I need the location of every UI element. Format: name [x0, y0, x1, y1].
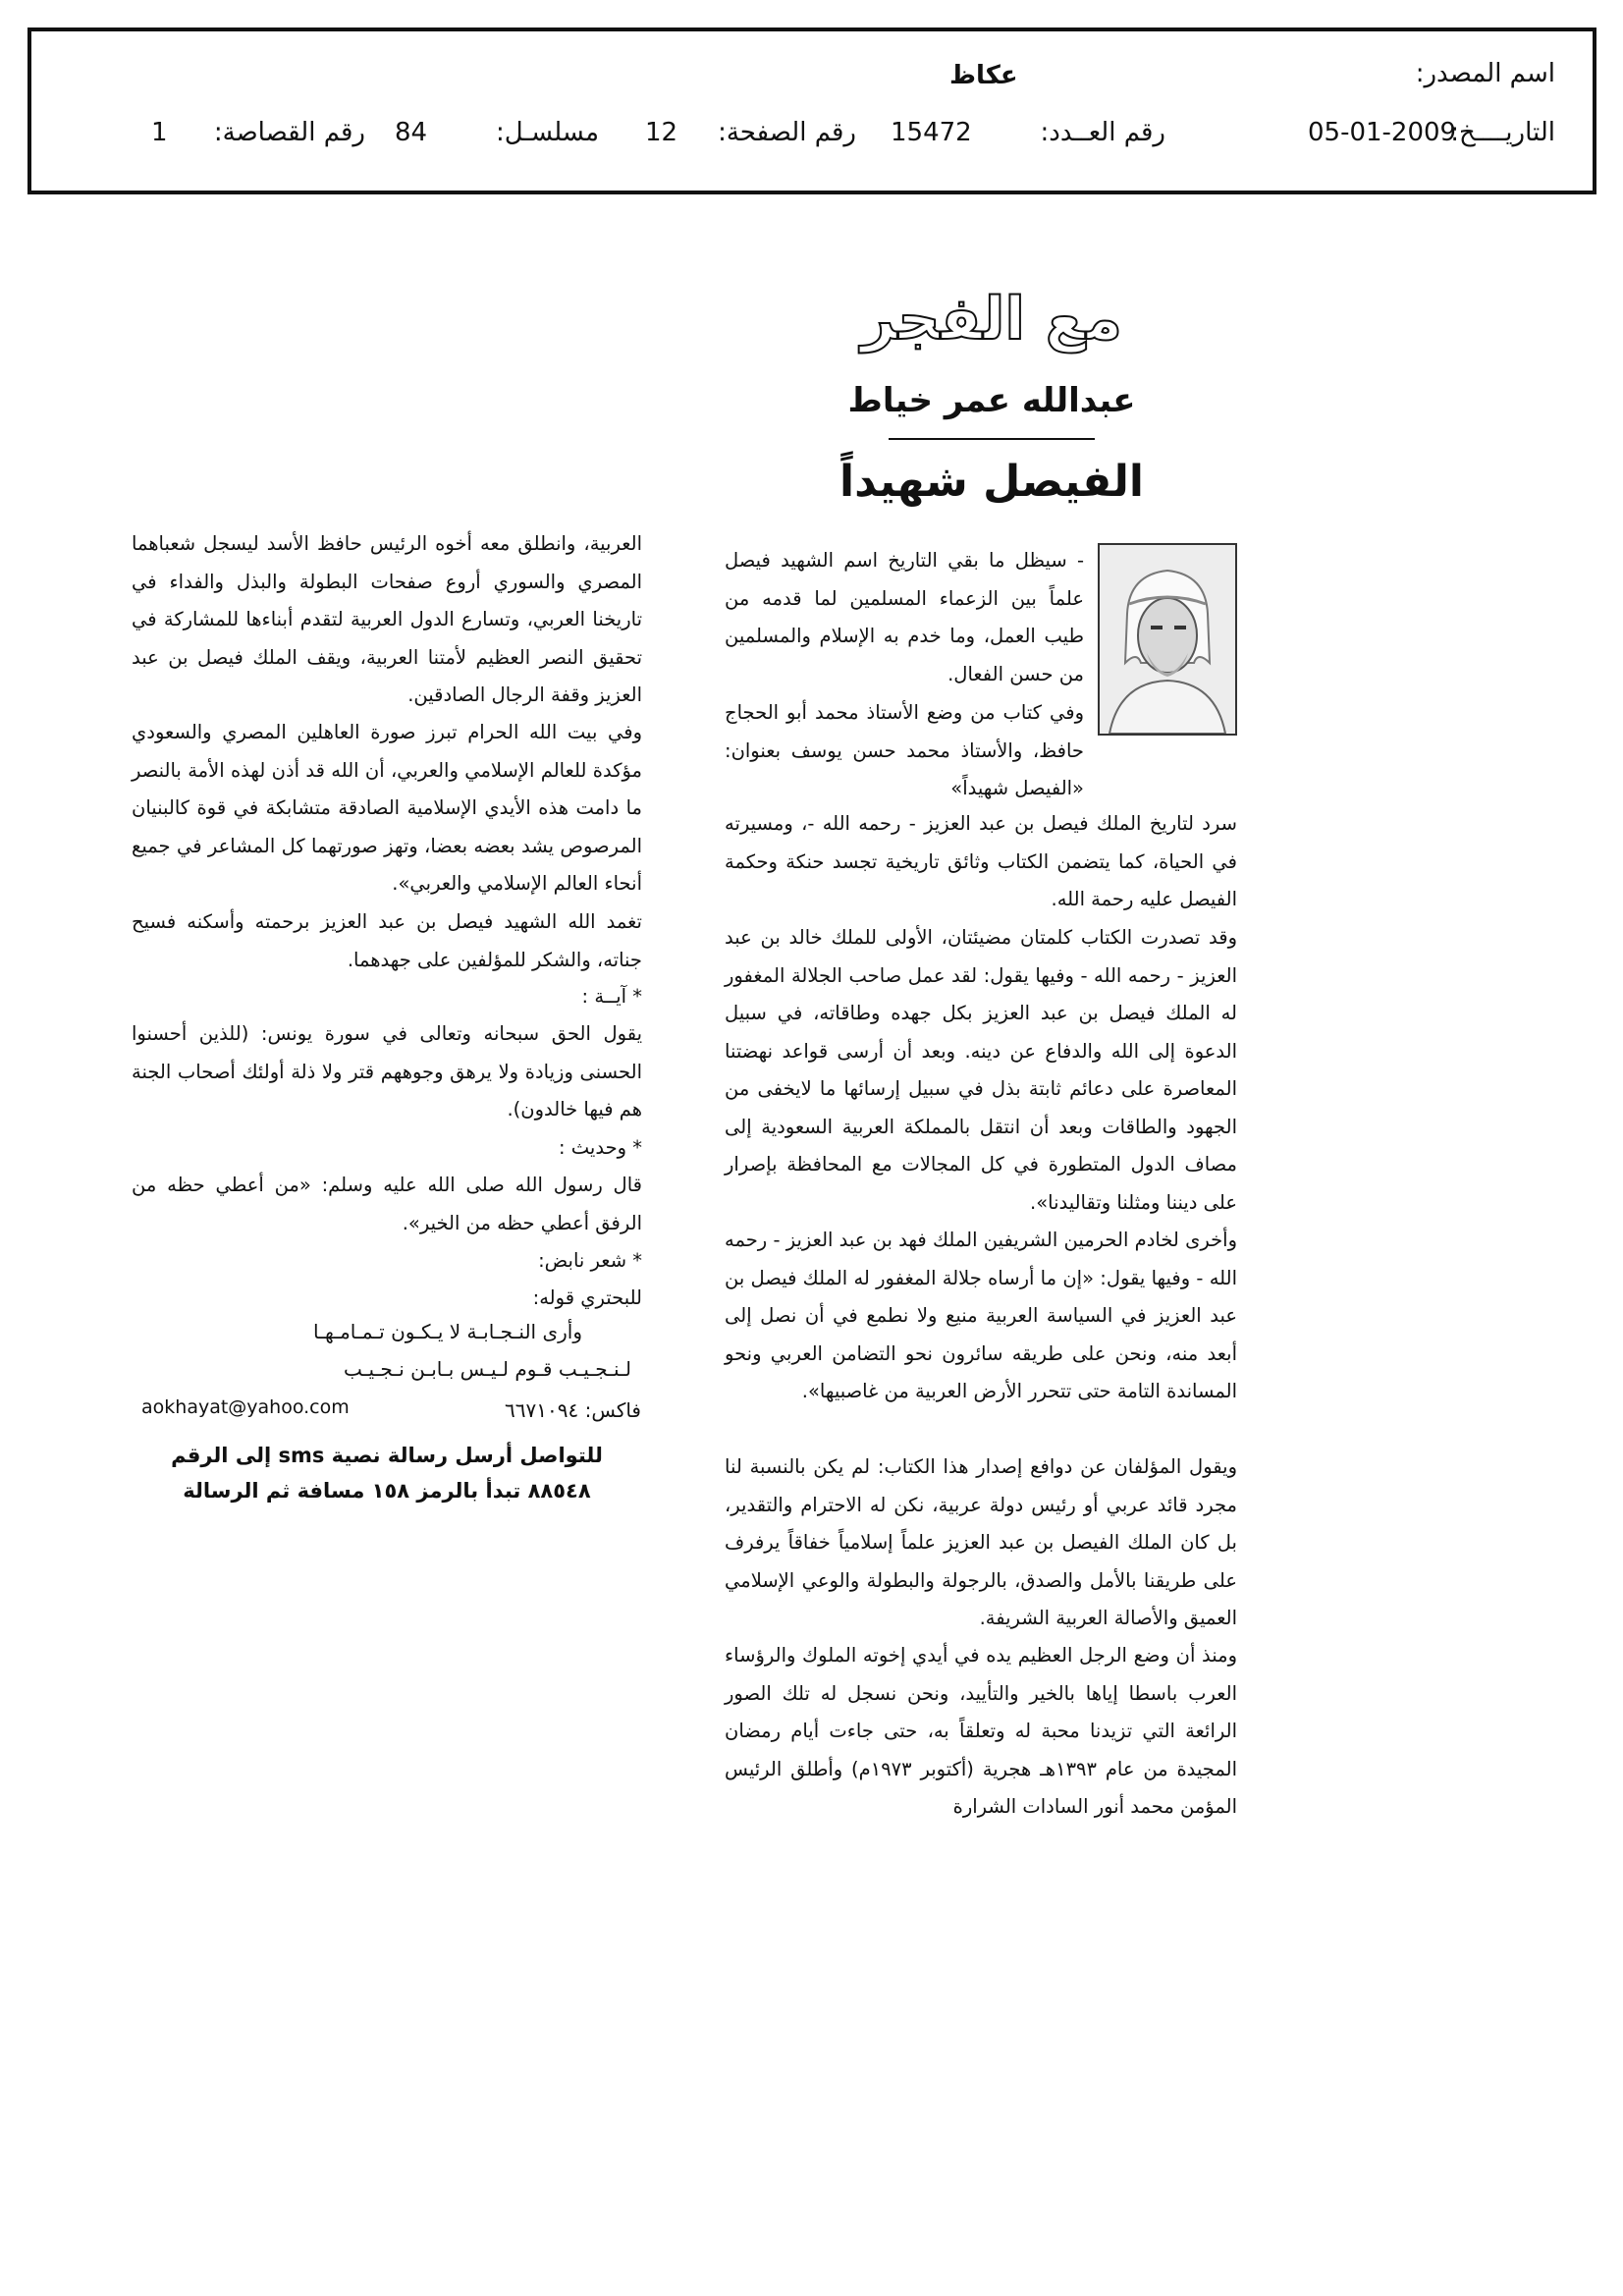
clipping-value: 1 — [151, 118, 168, 147]
sms-line-2: ٨٨٥٤٨ تبدأ بالرمز ١٥٨ مسافة ثم الرسالة — [183, 1479, 591, 1503]
body-paragraph-4: ويقول المؤلفان عن دوافع إصدار هذا الكتاب: لم يكن بالنسبة لنا مجرد قائد عربي أو رئيس دولة عربية، نكن له الاحترام والتقدير، بل كان الملك الفيصل بن عبد العزيز علماً إسلامياً خفاقاً يرفرف على طريقنا بالأمل والصدق، بالرجولة والبطولة والوعي الإسلامي العميق والأصالة العربية الشريفة. — [725, 1455, 1237, 1629]
source-value: عكاظ — [949, 61, 1018, 90]
body-paragraph-6: العربية، وانطلق معه أخوه الرئيس حافظ الأسد ليسجل شعباهما المصري والسوري أروع صفحات البطولة والبذل والفداء في تاريخنا العربي، وتسارع الدول العربية لتقدم أبناءها للمشاركة في تحقيق النصر العظيم لأمتنا العربية، ويقف الملك فيصل بن عبد العزيز وقفة الرجال الصادقين. — [132, 532, 642, 706]
poetry-intro: للبحتري قوله: — [532, 1286, 642, 1309]
poem-line-2: لـنـجـيـب قـوم لـيـس بـابـن نـجـيـب — [344, 1357, 631, 1381]
title-divider — [889, 438, 1095, 440]
intro-paragraph-2: وفي كتاب من وضع الأستاذ محمد أبو الحجاج حافظ، والأستاذ محمد حسن يوسف بعنوان: «الفيصل شهيداً» — [725, 701, 1084, 799]
serial-value: 84 — [395, 118, 428, 147]
fax-number: فاكس: ٦٦٧١٠٩٤ — [505, 1398, 641, 1422]
aya-text: يقول الحق سبحانه وتعالى في سورة يونس: (للذين أحسنوا الحسنى وزيادة ولا يرهق وجوههم قتر ولا ذلة أولئك أصحاب الجنة هم فيها خالدون). — [132, 1022, 642, 1121]
issue-value: 15472 — [891, 118, 972, 147]
poetry-heading: * شعر نابض: — [538, 1249, 642, 1272]
poem-line-1: وأرى النـجـابـة لا يـكـون تـمـامـهـا — [313, 1320, 582, 1343]
body-paragraph-8: تغمد الله الشهيد فيصل بن عبد العزيز برحمته وأسكنه فسيح جناته، والشكر للمؤلفين على جهدهما. — [132, 910, 642, 971]
serial-label: مسلسـل: — [496, 118, 599, 147]
page-label: رقم الصفحة: — [718, 118, 856, 147]
author-name: عبدالله عمر خياط — [847, 381, 1136, 420]
author-photo — [1098, 543, 1237, 736]
body-paragraph-7: وفي بيت الله الحرام تبرز صورة العاهلين المصري والسعودي مؤكدة للعالم الإسلامي والعربي، أن الله قد أذن لهذه الأمة بالنصر ما دامت هذه الأيدي الإسلامية الصادقة متشابكة في قوة كالبنيان المرصوص يشد بعضه بعضا، وتهز صورتهما كل المشاعر في جميع أنحاء العالم الإسلامي والعربي». — [132, 721, 642, 895]
clipping-header — [27, 27, 1596, 194]
body-paragraph-5: ومنذ أن وضع الرجل العظيم يده في أيدي إخوته الملوك والرؤساء العرب باسطا إياها بالخير والتأييد، ونحن نسجل له تلك الصور الرائعة التي تزيدنا محبة له وتعلقاً به، حتى جاءت أيام رمضان المجيدة من عام ١٣٩٣هـ هجرية (أكتوبر ١٩٧٣م) وأطلق الرئيس المؤمن محمد أنور السادات الشرارة — [725, 1644, 1237, 1818]
column-title: مع الفجر — [861, 285, 1122, 354]
hadith-heading: * وحديث : — [559, 1136, 642, 1159]
page-value: 12 — [645, 118, 678, 147]
date-label: التاريــــخ: — [1450, 118, 1555, 147]
author-portrait-icon — [1100, 545, 1235, 734]
body-paragraph-2: وقد تصدرت الكتاب كلمتان مضيئتان، الأولى للملك خالد بن عبد العزيز - رحمه الله - وفيها يقول: لقد عمل صاحب الجلالة المغفور له الملك فيصل بن عبد العزيز بكل جهده وطاقاته، في سبيل الدعوة إلى الله والدفاع عن دينه. وبعد أن أرسى قواعد نهضتنا المعاصرة على دعائم ثابتة بذل في سبيل إرسائها ما لايخفى من الجهود والطاقات وبعد أن انتقل بالمملكة العربية السعودية إلى مصاف الدول المتطورة في كل المجالات مع المحافظة بإصرار على ديننا ومثلنا وتقاليدنا». — [725, 926, 1237, 1214]
issue-label: رقم العــدد: — [1040, 118, 1165, 147]
article-title: الفيصل شهيداً — [839, 457, 1144, 507]
hadith-text: قال رسول الله صلى الله عليه وسلم: «من أعطي حظه من الرفق أعطي حظه من الخير». — [132, 1174, 642, 1234]
aya-heading: * آيــة : — [581, 985, 642, 1008]
clipping-label: رقم القصاصة: — [213, 118, 365, 147]
body-paragraph-3: وأخرى لخادم الحرمين الشريفين الملك فهد بن عبد العزيز - رحمه الله - وفيها يقول: «إن ما أرساه جلالة المغفور له الملك فيصل بن عبد العزيز في السياسة العربية منيع ولا نطمع في أن نصل إلى أبعد منه، ونحن على طريقه سائرون نحو التضامن العربي ونحو المساندة التامة حتى تتحرر الأرض العربية من غاصبيها». — [725, 1229, 1237, 1402]
source-label: اسم المصدر: — [1415, 59, 1555, 88]
body-paragraph-1: سرد لتاريخ الملك فيصل بن عبد العزيز - رحمه الله -، ومسيرته في الحياة، كما يتضمن الكتاب وثائق تاريخية تجسد حنكة وحكمة الفيصل عليه رحمة الله. — [725, 812, 1237, 910]
sms-line-1: للتواصل أرسل رسالة نصية sms إلى الرقم — [171, 1444, 603, 1467]
email-address[interactable]: aokhayat@yahoo.com — [141, 1396, 350, 1418]
date-value: 05-01-2009 — [1308, 118, 1457, 147]
intro-paragraph-1: - سيظل ما بقي التاريخ اسم الشهيد فيصل علماً بين الزعماء المسلمين لما قدمه من طيب العمل، وما خدم به الإسلام والمسلمين من حسن الفعال. — [725, 549, 1084, 685]
